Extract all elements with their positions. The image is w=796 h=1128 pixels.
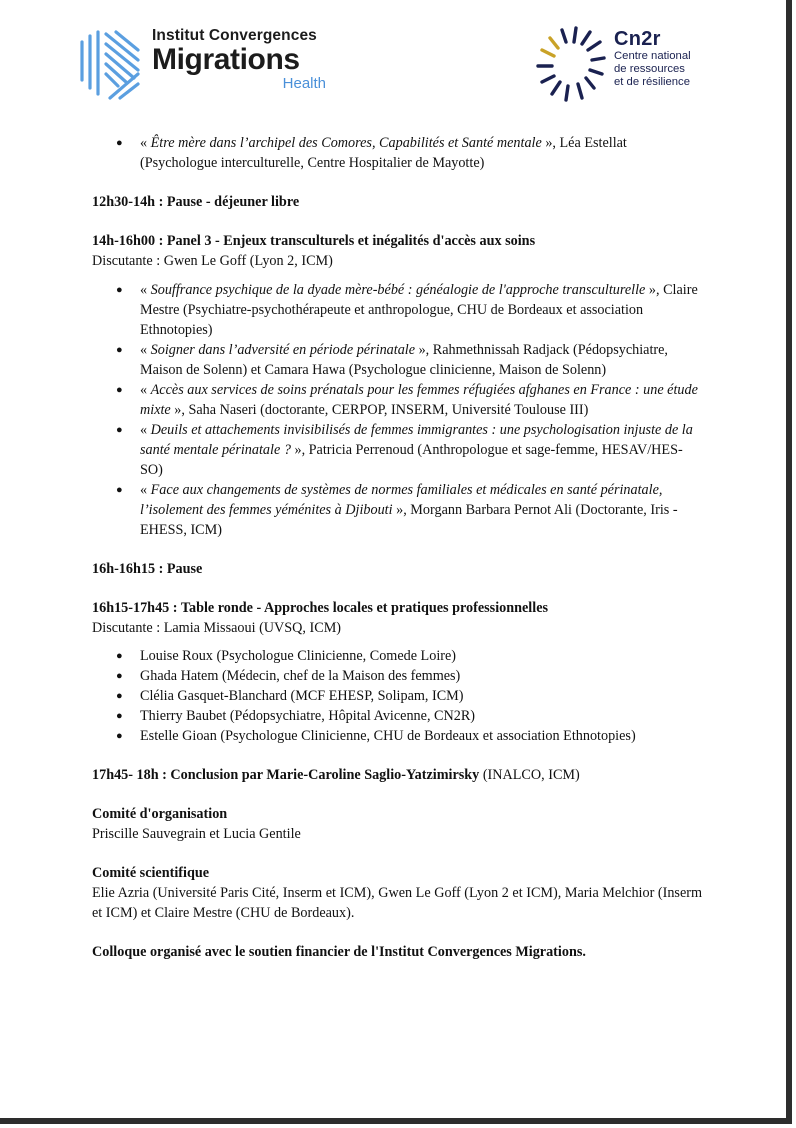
quote-open: « bbox=[140, 422, 151, 438]
panel3-list bbox=[92, 280, 702, 540]
talk-speaker: », Claire Mestre (Psychiatre-psychothérapeute et anthropologue, CHU de Bordeaux et association Ethnotopies) bbox=[140, 282, 698, 338]
cn2r-logo-sub2: de ressources bbox=[614, 63, 685, 76]
list-item bbox=[92, 380, 702, 420]
cn2r-logo-sub3: et de résilience bbox=[614, 76, 690, 89]
icm-logo bbox=[76, 28, 346, 100]
list-item bbox=[92, 340, 702, 380]
cn2r-logo bbox=[536, 26, 716, 104]
cn2r-logo-title: Cn2r bbox=[614, 28, 661, 50]
cn2r-logo-sub1: Centre national bbox=[614, 50, 691, 62]
list-item bbox=[92, 420, 702, 480]
talk-speaker: », Léa Estellat (Psychologue interculturelle, Centre Hospitalier de Mayotte) bbox=[140, 135, 627, 171]
comite-org-heading: Comité d'organisation bbox=[92, 806, 228, 822]
quote-open: « bbox=[140, 282, 151, 298]
list-item bbox=[92, 133, 702, 173]
list-item: ● Louise Roux (Psychologue Clinicienne, Comede Loire) bbox=[92, 646, 702, 666]
talk-title: Souffrance psychique de la dyade mère-bébé : généalogie de l'approche transculturelle bbox=[150, 282, 646, 298]
table-ronde-heading: 16h15-17h45 : Table ronde - Approches locales et pratiques professionnelles bbox=[92, 600, 549, 616]
list-item: ● Estelle Gioan (Psychologue Clinicienne, CHU de Bordeaux et association Ethnotopies) bbox=[92, 726, 702, 746]
quote-open: « bbox=[140, 342, 151, 358]
intro-list bbox=[92, 133, 702, 173]
cn2r-sunburst-logo-icon bbox=[536, 26, 608, 104]
list-item: ● Thierry Baubet (Pédopsychiatre, Hôpital Avicenne, CN2R) bbox=[92, 706, 702, 726]
conclusion-rest: (INALCO, ICM) bbox=[479, 767, 580, 783]
icm-logo-line2: Migrations bbox=[152, 43, 300, 76]
programme-content bbox=[92, 133, 702, 962]
pause-lunch: 12h30-14h : Pause - déjeuner libre bbox=[92, 194, 300, 210]
talk-title: Face aux changements de systèmes de normes familiales et médicales en santé périnatale, l’isolement des femmes yéménites à Djibouti bbox=[140, 482, 663, 518]
list-item: ● Ghada Hatem (Médecin, chef de la Maison des femmes) bbox=[92, 666, 702, 686]
list-item bbox=[92, 480, 702, 540]
panel3-heading: 14h-16h00 : Panel 3 - Enjeux transculturels et inégalités d'accès aux soins bbox=[92, 233, 536, 249]
list-item: ● Clélia Gasquet-Blanchard (MCF EHESP, Solipam, ICM) bbox=[92, 686, 702, 706]
talk-speaker: », Patricia Perrenoud (Anthropologue et sage-femme, HESAV/HES-SO) bbox=[140, 442, 683, 478]
icm-logo-line3: Health bbox=[282, 75, 326, 92]
conclusion-bold: 17h45- 18h : Conclusion par Marie-Caroline Saglio-Yatzimirsky bbox=[92, 767, 480, 783]
funding-note: Colloque organisé avec le soutien financier de l'Institut Convergences Migrations. bbox=[92, 944, 586, 960]
talk-speaker: », Rahmethnissah Radjack (Pédopsychiatre, Maison de Solenn) et Camara Hawa (Psychologue clinicienne, Maison de Solenn) bbox=[140, 342, 668, 378]
icm-logo-line1: Institut Convergences bbox=[152, 27, 317, 44]
comite-org-text: Priscille Sauvegrain et Lucia Gentile bbox=[92, 826, 301, 842]
comite-sci-text: Elie Azria (Université Paris Cité, Inserm et ICM), Gwen Le Goff (Lyon 2 et ICM), Maria Melchior (Inserm et ICM) et Claire Mestre (CHU de Bordeaux). bbox=[92, 885, 702, 921]
talk-title: Accès aux services de soins prénatals pour les femmes réfugiées afghanes en France : une étude mixte bbox=[140, 382, 698, 418]
quote-open: « bbox=[140, 382, 151, 398]
comite-sci-heading: Comité scientifique bbox=[92, 865, 210, 881]
talk-speaker: », Morgann Barbara Pernot Ali (Doctorante, Iris - EHESS, ICM) bbox=[140, 502, 678, 538]
quote-open: « bbox=[140, 482, 151, 498]
table-ronde-discutante: Discutante : Lamia Missaoui (UVSQ, ICM) bbox=[92, 620, 342, 636]
pause-afternoon: 16h-16h15 : Pause bbox=[92, 561, 203, 577]
talk-title: Deuils et attachements invisibilisés de femmes immigrantes : une psychologisation injuste de la santé mentale périnatale ? bbox=[140, 422, 693, 458]
talk-speaker: », Saha Naseri (doctorante, CERPOP, INSERM, Université Toulouse III) bbox=[170, 402, 589, 418]
quote-open: « bbox=[140, 135, 151, 151]
talk-title: Soigner dans l’adversité en période périnatale bbox=[150, 342, 416, 358]
table-ronde-list bbox=[92, 646, 702, 746]
talk-title: Être mère dans l’archipel des Comores, Capabilités et Santé mentale bbox=[150, 135, 542, 151]
conclusion bbox=[92, 765, 702, 785]
list-item bbox=[92, 280, 702, 340]
panel3-discutante: Discutante : Gwen Le Goff (Lyon 2, ICM) bbox=[92, 253, 333, 269]
